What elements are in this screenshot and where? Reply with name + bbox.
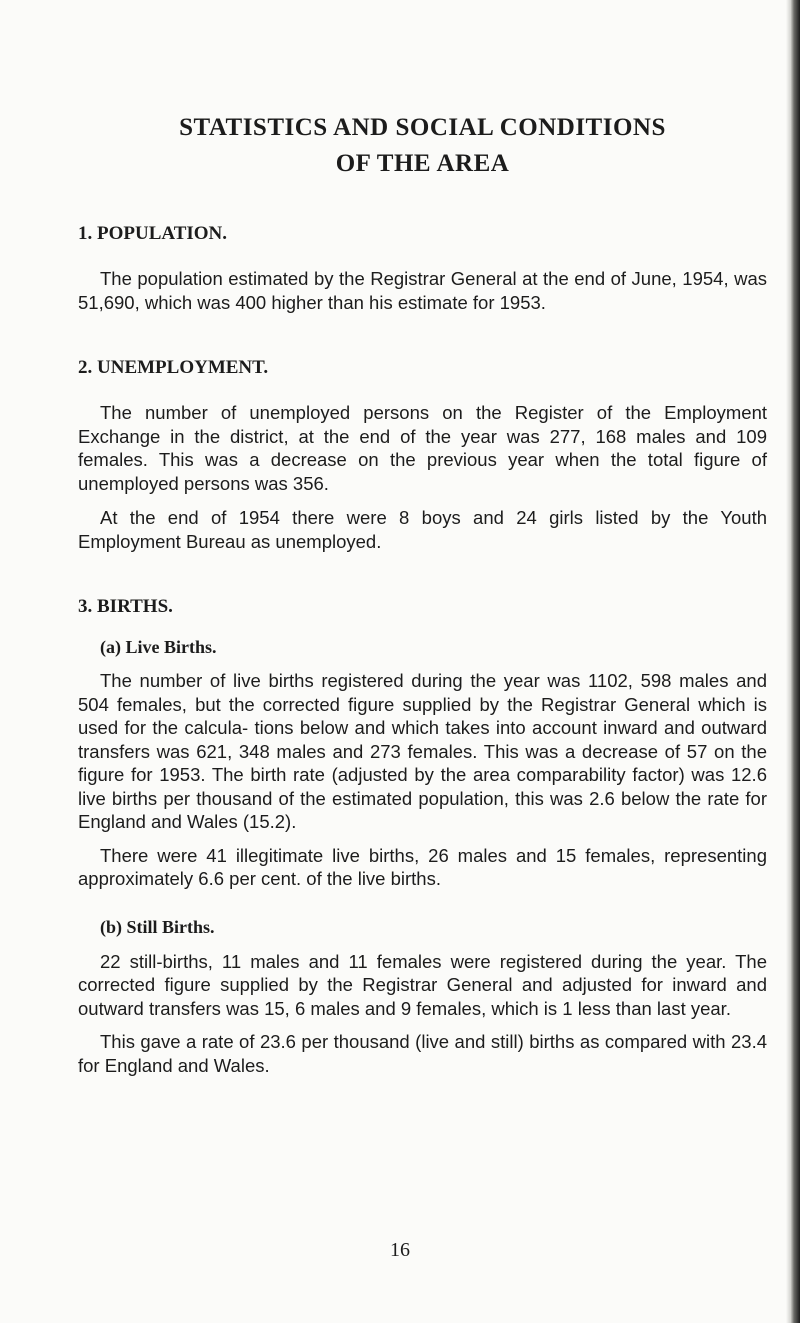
still-births-paragraph-1: 22 still-births, 11 males and 11 females were registered during the year. The corrected figure supplied by the Registrar General and adjusted for inward and outward transfers was 15, 6 males and 9 females, which is 1 less than last year. [78, 950, 767, 1019]
title-line-1: STATISTICS AND SOCIAL CONDITIONS [179, 114, 666, 141]
population-heading: 1. POPULATION. [78, 223, 228, 244]
population-paragraph: The population estimated by the Registrar General at the end of June, 1954, was 51,690, which was 400 higher than his estimate for 1953. [78, 268, 767, 313]
unemployment-paragraph-1: The number of unemployed persons on the Register of the Employment Exchange in the district, at the end of the year was 277, 168 males and 109 females. This was a decrease on the previous year when the total figure of unemployed persons was 356. [78, 402, 767, 494]
unemployment-heading: 2. UNEMPLOYMENT. [78, 357, 269, 378]
still-births-heading: (b) Still Births. [100, 916, 215, 937]
still-births-paragraph-2: This gave a rate of 23.6 per thousand (live and still) births as compared with 23.4 for England and Wales. [78, 1031, 767, 1076]
live-births-heading: (a) Live Births. [100, 637, 217, 657]
births-heading: 3. BIRTHS. [78, 596, 173, 617]
title-line-2: OF THE AREA [335, 150, 510, 177]
live-births-paragraph-2: There were 41 illegitimate live births, 26 males and 15 females, representing approximately 6.6 per cent. of the live births. [78, 844, 767, 889]
document-page [78, 110, 767, 1077]
unemployment-paragraph-2: At the end of 1954 there were 8 boys and 24 girls listed by the Youth Employment Bureau as unemployed. [78, 507, 767, 552]
page-edge [790, 0, 800, 1323]
page-number: 16 [390, 1239, 410, 1261]
live-births-paragraph-1: The number of live births registered during the year was 1102, 598 males and 504 females, but the corrected figure supplied by the Registrar General which is used for the calcula- tions below and which takes into account inward and outward transfers was 621, 348 males and 273 females. This was a decrease of 57 on the figure for 1953. The birth rate (adjusted by the area comparability factor) was 12.6 live births per thousand of the estimated population, this was 2.6 below the rate for England and Wales (15.2). [78, 670, 767, 832]
page-title [78, 110, 767, 182]
